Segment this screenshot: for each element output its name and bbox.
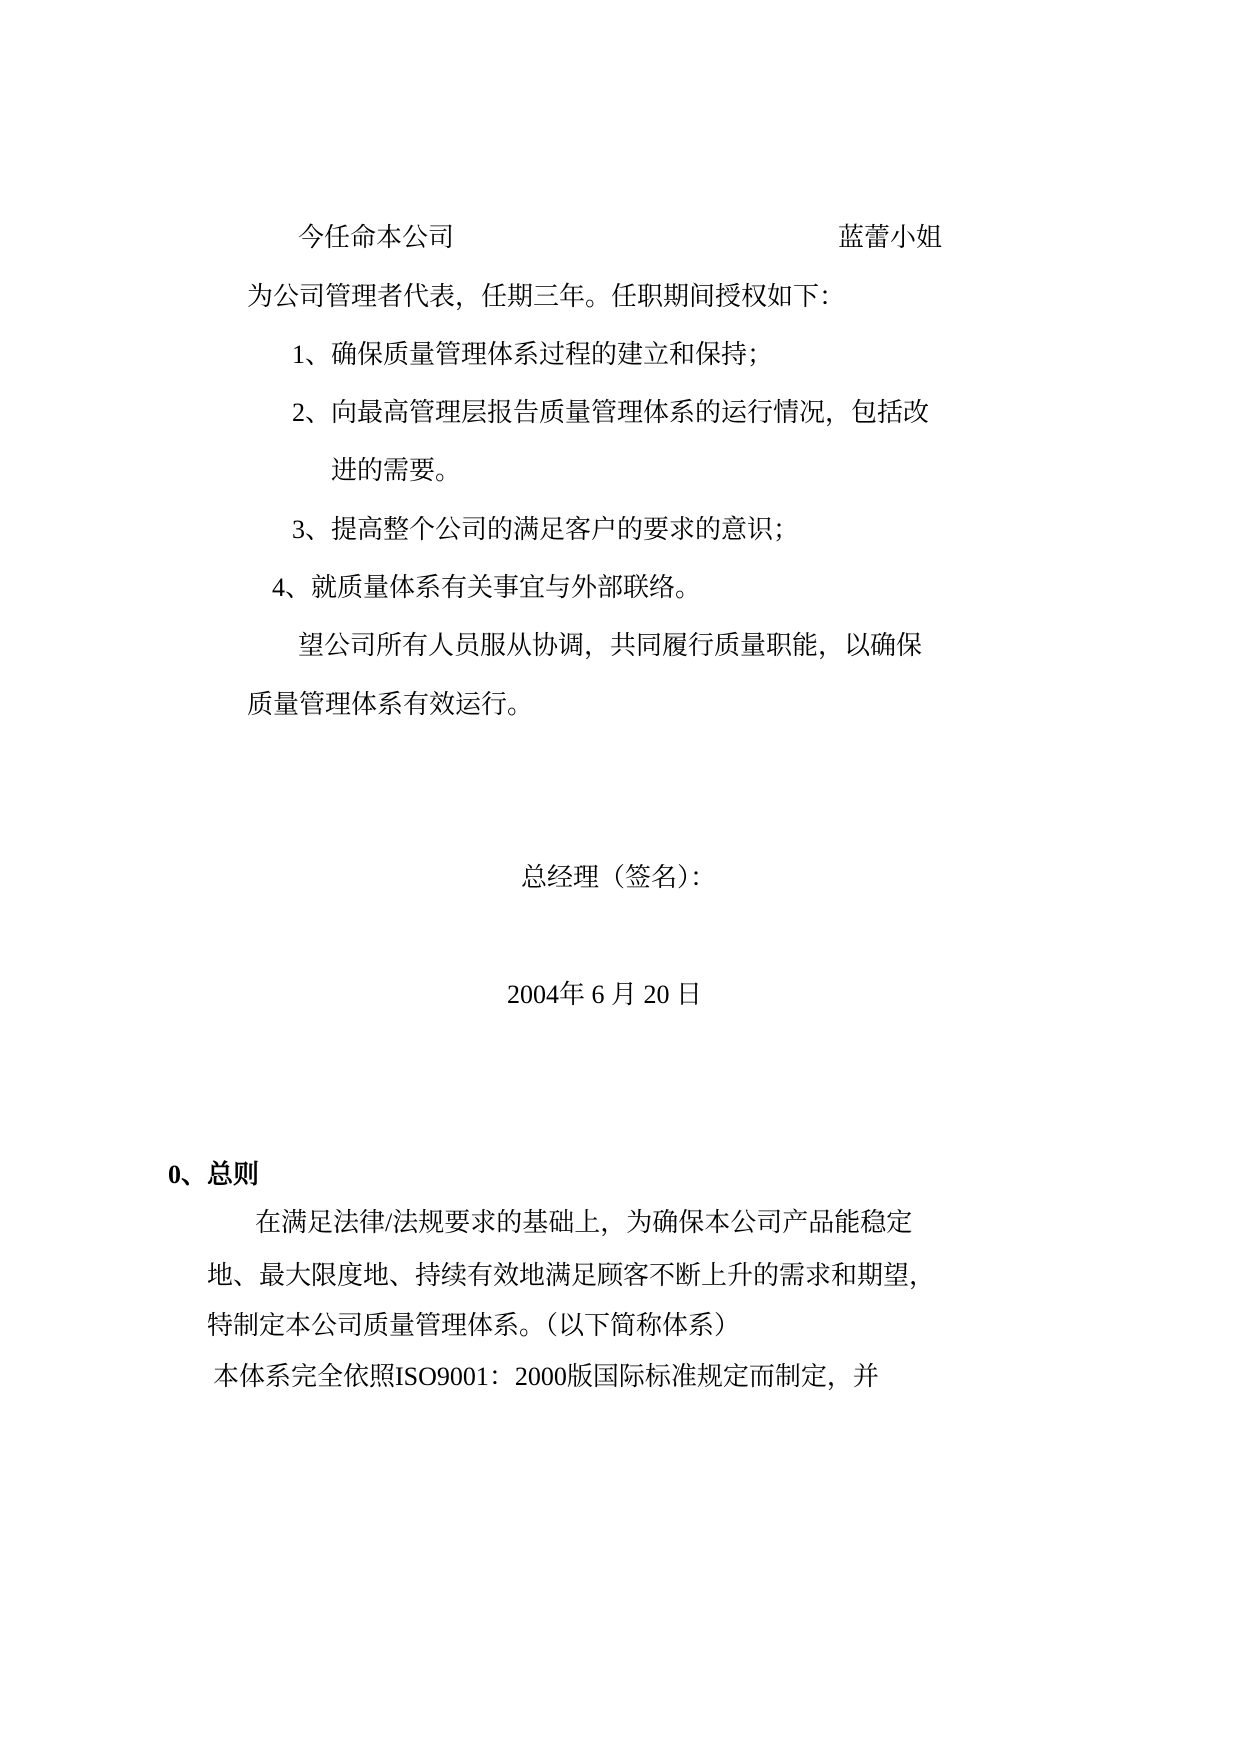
authorization-item-2-line-2: 进的需要。 xyxy=(331,456,462,485)
paragraph-line-2: 地、最大限度地、持续有效地满足顾客不断上升的需求和期望， xyxy=(207,1261,936,1290)
authorization-item-3: 3、提高整个公司的满足客户的要求的意识； xyxy=(292,515,800,544)
paragraph-line-4: 本体系完全依照ISO9001：2000版国际标准规定而制定，并 xyxy=(213,1362,879,1391)
authorization-item-2-line-1: 2、向最高管理层报告质量管理体系的运行情况，包括改 xyxy=(292,398,930,427)
appointment-intro-prefix: 今任命本公司 xyxy=(298,223,455,252)
signature-date: 2004年 6 月 20 日 xyxy=(507,980,703,1009)
authorization-item-1: 1、确保质量管理体系过程的建立和保持； xyxy=(292,340,774,369)
appointee-name: 蓝蕾小姐 xyxy=(838,223,943,252)
paragraph-line-1: 在满足法律/法规要求的基础上，为确保本公司产品能稳定 xyxy=(255,1208,913,1237)
closing-line-2: 质量管理体系有效运行。 xyxy=(247,690,534,719)
appointment-intro-rest: 为公司管理者代表，任期三年。任职期间授权如下： xyxy=(247,282,846,311)
signature-label: 总经理（签名）： xyxy=(521,863,717,892)
paragraph-line-3: 特制定本公司质量管理体系。（以下简称体系） xyxy=(207,1311,741,1340)
authorization-item-4: 4、就质量体系有关事宜与外部联络。 xyxy=(272,573,702,602)
closing-line-1: 望公司所有人员服从协调，共同履行质量职能，以确保 xyxy=(298,631,923,660)
section-heading: 0、总则 xyxy=(168,1160,260,1189)
